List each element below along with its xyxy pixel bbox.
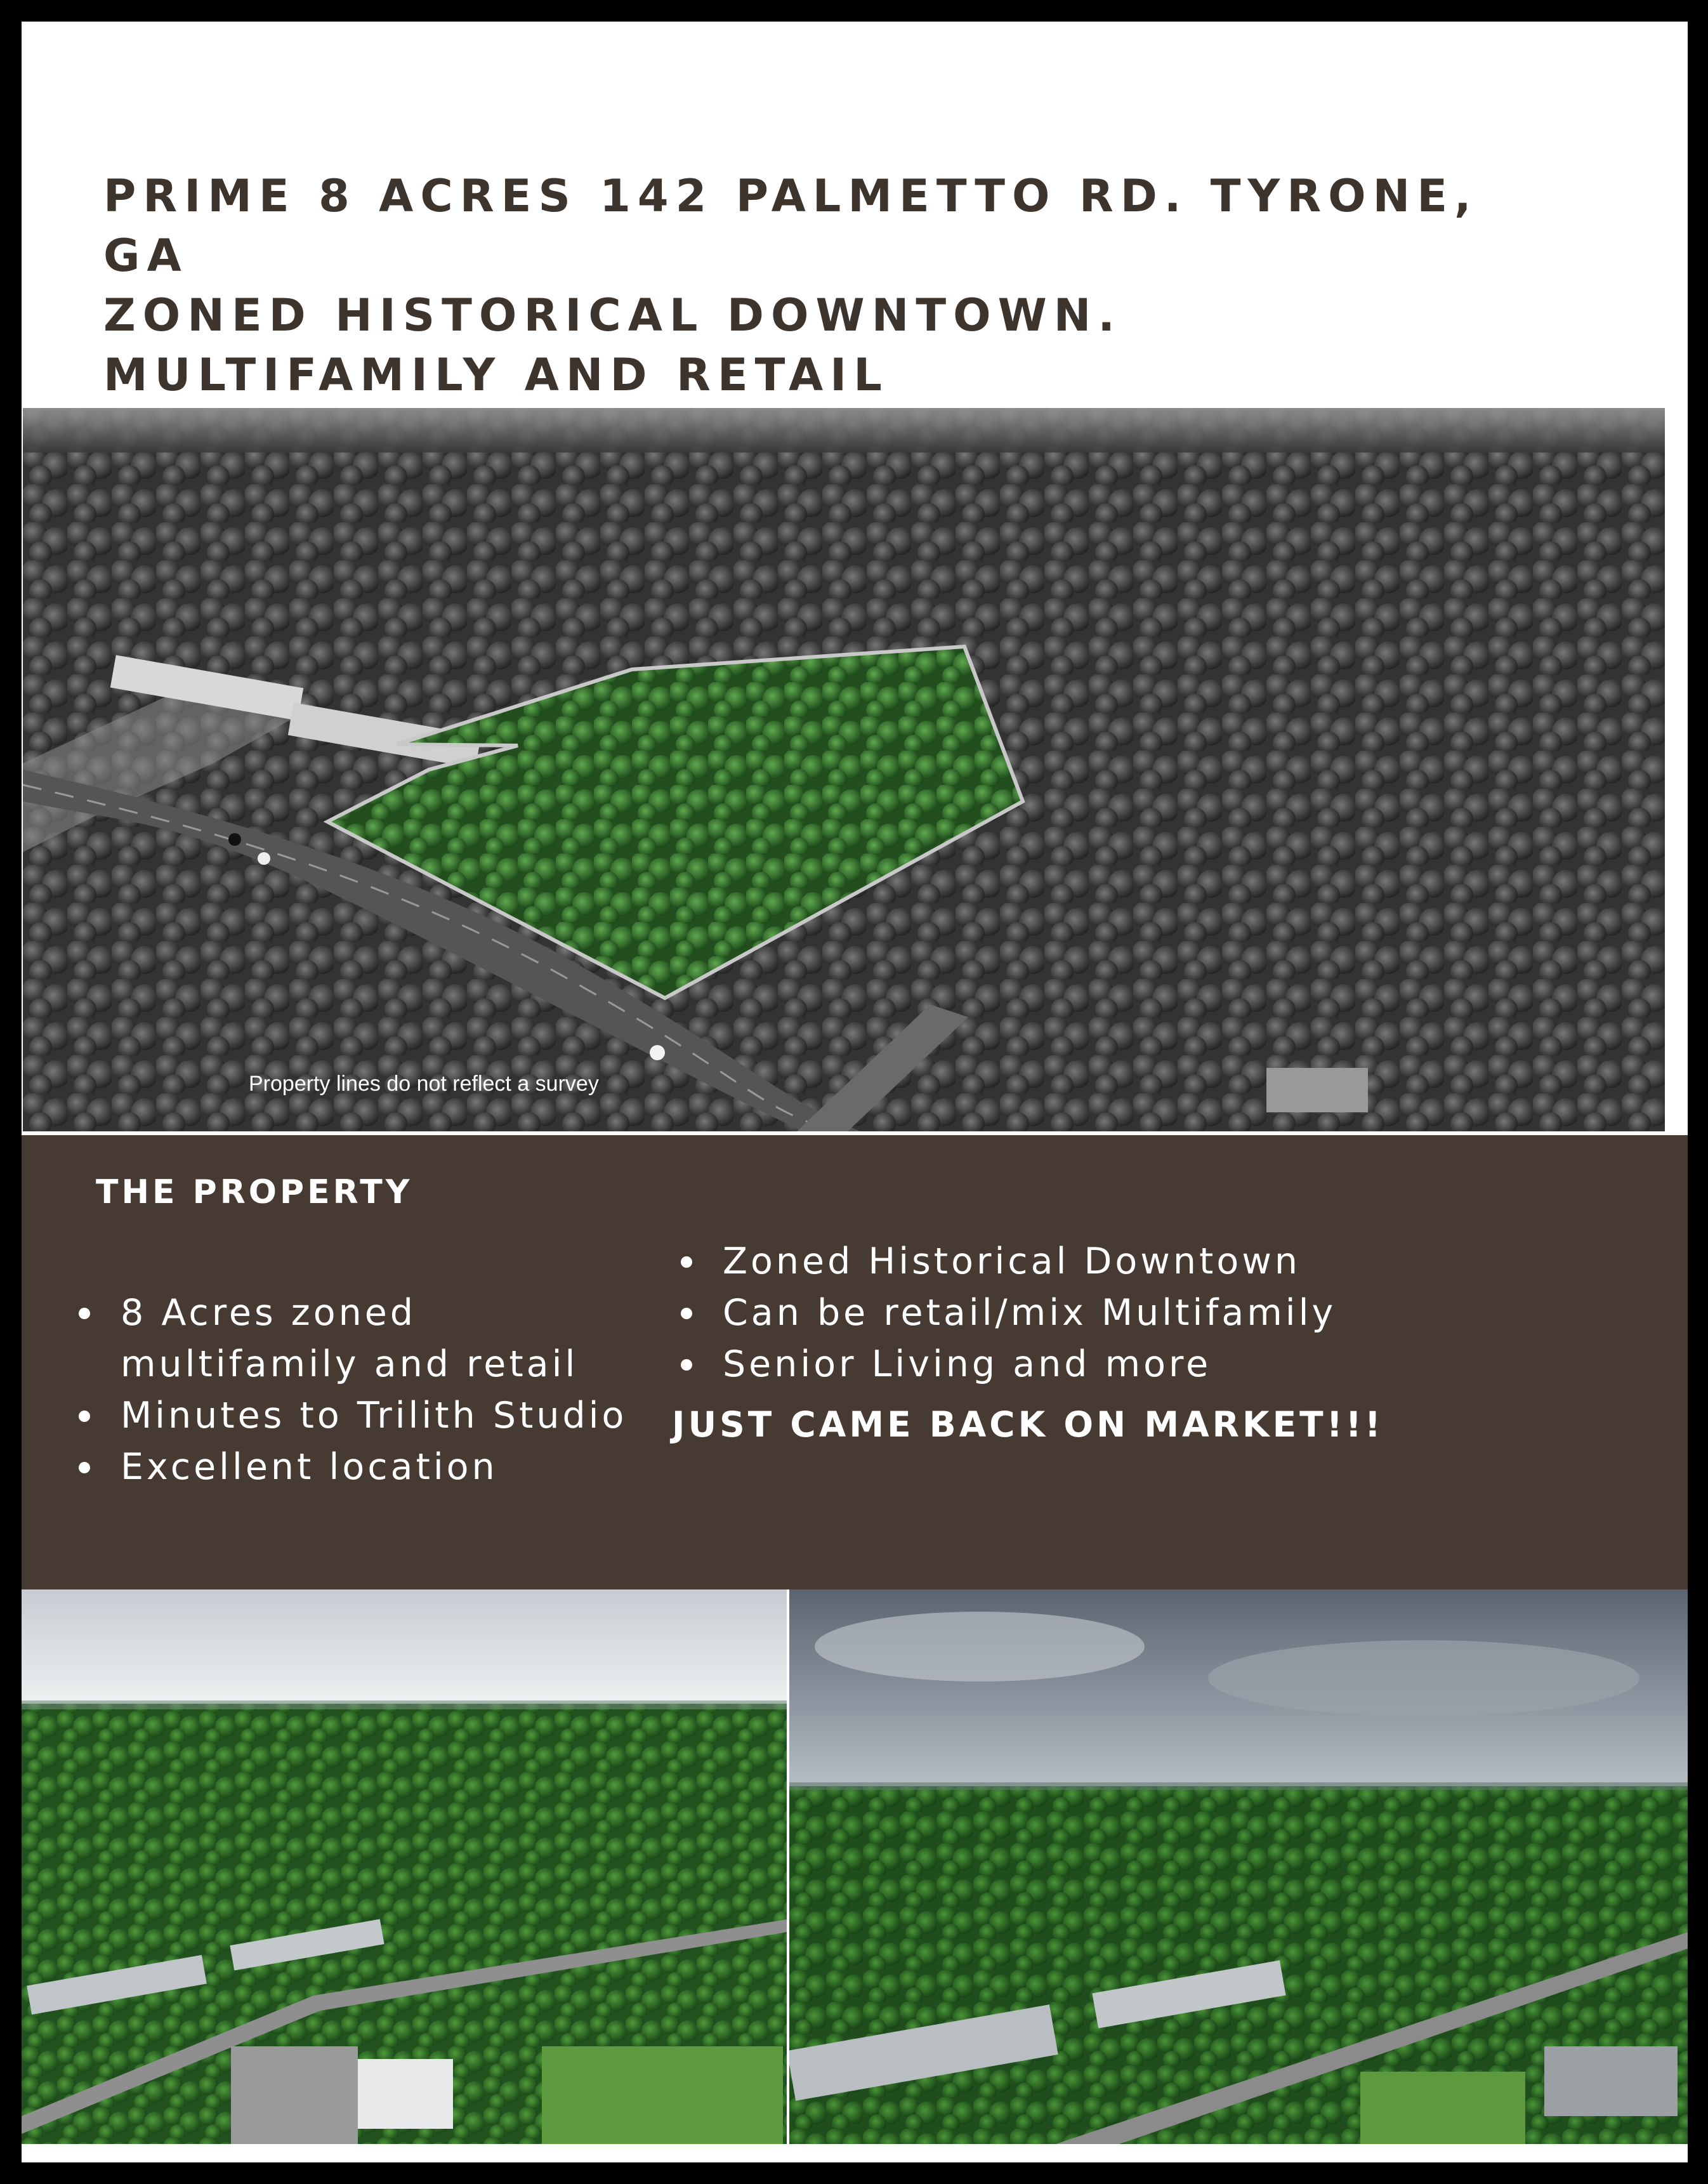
aerial-parcel-illustration — [23, 408, 1665, 1131]
title-line-4: MULTIFAMILY AND RETAIL — [103, 349, 889, 401]
feature-item: Zoned Historical Downtown — [681, 1236, 1442, 1287]
aerial-parcel-photo — [23, 408, 1665, 1131]
aerial-photo-right — [789, 1589, 1688, 2144]
title-line-1: PRIME 8 ACRES 142 PALMETTO RD. TYRONE, — [103, 170, 1478, 222]
market-callout: JUST CAME BACK ON MARKET!!! — [672, 1404, 1384, 1445]
title-line-2: GA — [103, 230, 188, 282]
features-list-left — [79, 1287, 650, 1493]
aerial-photo-left — [22, 1589, 787, 2144]
listing-title — [103, 166, 1563, 405]
aerial-illustration-left — [22, 1589, 787, 2144]
property-details-panel — [22, 1135, 1688, 1589]
features-list-right — [681, 1236, 1442, 1390]
feature-item: Excellent location — [79, 1442, 650, 1493]
feature-item: Can be retail/mix Multifamily — [681, 1287, 1442, 1339]
survey-disclaimer: Property lines do not reflect a survey — [249, 1072, 599, 1096]
title-line-3: ZONED HISTORICAL DOWNTOWN. — [103, 289, 1122, 341]
aerial-illustration-right — [789, 1589, 1688, 2144]
feature-item: 8 Acres zoned multifamily and retail — [79, 1287, 650, 1390]
flyer-page — [22, 22, 1688, 2162]
feature-item: Senior Living and more — [681, 1339, 1442, 1390]
feature-item: Minutes to Trilith Studio — [79, 1390, 650, 1442]
section-heading: THE PROPERTY — [96, 1173, 413, 1211]
